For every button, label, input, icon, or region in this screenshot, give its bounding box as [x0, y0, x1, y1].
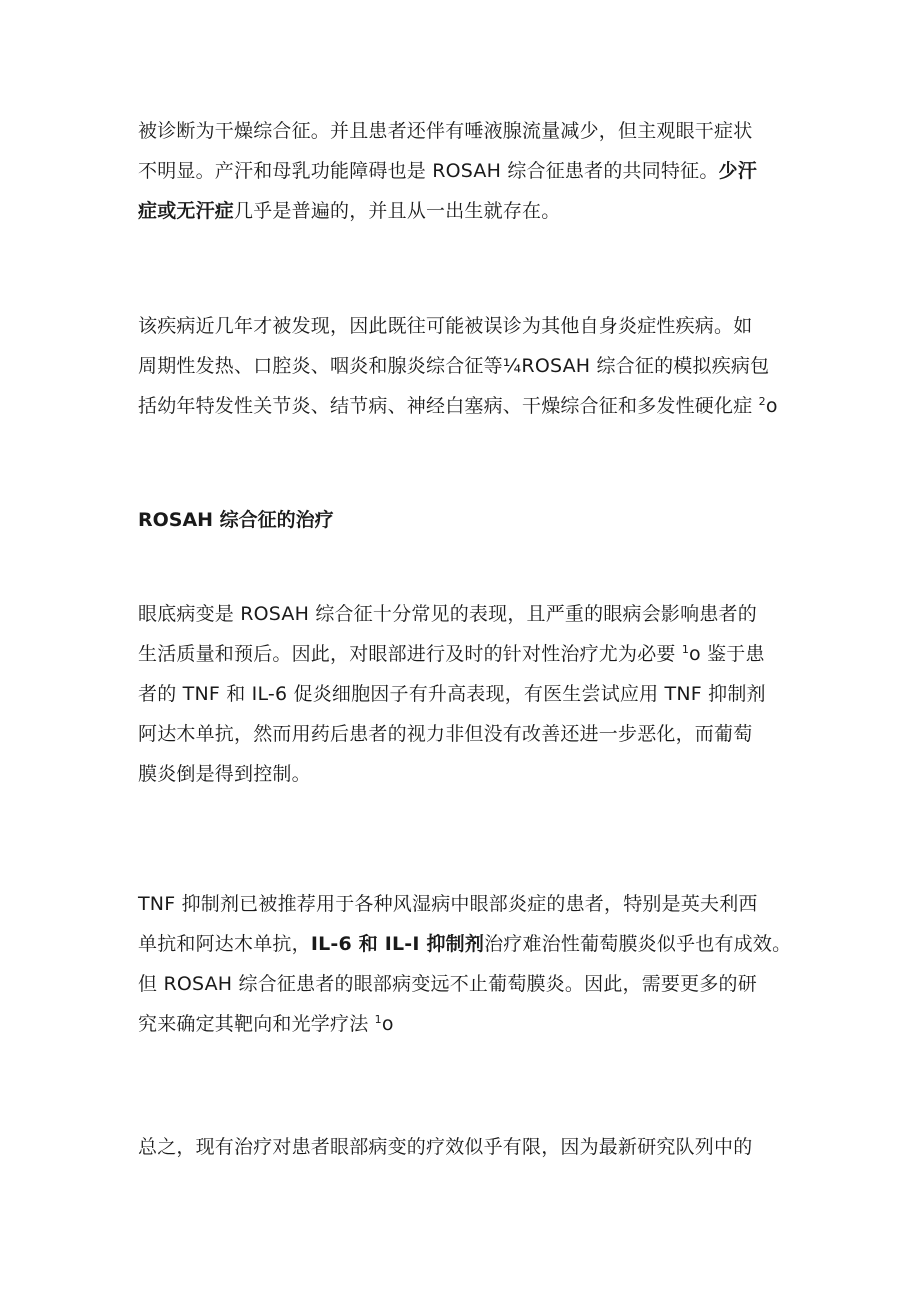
text-line: 眼底病变是 ROSAH 综合征十分常见的表现，且严重的眼病会影响患者的 — [138, 603, 757, 625]
text-line: 膜炎倒是得到控制。 — [138, 763, 311, 785]
text-line: 该疾病近几年才被发现，因此既往可能被误诊为其他自身炎症性疾病。如 — [138, 315, 753, 337]
text-line: 但 ROSAH 综合征患者的眼部病变远不止葡萄膜炎。因此，需要更多的研 — [138, 973, 757, 995]
citation-superscript: 2 — [758, 395, 766, 408]
text-line: 究来确定其靶向和光学疗法 $^1$o — [138, 1013, 394, 1035]
paragraph-tnf-inhibitors — [138, 884, 798, 1044]
citation-superscript: 1 — [681, 643, 690, 656]
paragraph-conclusion — [138, 1127, 798, 1167]
bold-term: 症或无汗症 — [138, 200, 235, 222]
text-line: 单抗和阿达木单抗，IL-6 和 IL-I 抑制剂治疗难治性葡萄膜炎似乎也有成效。 — [138, 933, 792, 955]
text-line: 被诊断为干燥综合征。并且患者还伴有唾液腺流量减少，但主观眼干症状 — [138, 120, 753, 142]
paragraph-fundus-treatment — [138, 594, 798, 794]
bold-term: 少汗 — [718, 160, 757, 182]
text-line: 生活质量和预后。因此，对眼部进行及时的针对性治疗尤为必要 $^1$o 鉴于患 — [138, 643, 765, 665]
paragraph-misdiagnosis — [138, 306, 798, 426]
text-line: 不明显。产汗和母乳功能障碍也是 ROSAH 综合征患者的共同特征。少汗 — [138, 160, 757, 182]
text-line: 者的 TNF 和 IL-6 促炎细胞因子有升高表现，有医生尝试应用 TNF 抑制剂 — [138, 683, 766, 705]
text-line: 症或无汗症几乎是普遍的，并且从一出生就存在。 — [138, 200, 561, 222]
text-line: 周期性发热、口腔炎、咽炎和腺炎综合征等¼ROSAH 综合征的模拟疾病包 — [138, 355, 770, 377]
paragraph-sjogren-sweat — [138, 111, 798, 231]
text-line: 阿达木单抗，然而用药后患者的视力非但没有改善还进一步恶化，而葡萄 — [138, 723, 753, 745]
section-heading: ROSAH 综合征的治疗 — [138, 509, 334, 531]
citation-superscript: 1 — [374, 1013, 382, 1026]
bold-term: IL-6 和 IL-I 抑制剂 — [310, 933, 485, 955]
text-line: 总之，现有治疗对患者眼部病变的疗效似乎有限，因为最新研究队列中的 — [138, 1136, 753, 1158]
text-line: 括幼年特发性关节炎、结节病、神经白塞病、干燥综合征和多发性硬化症 $^2$o — [138, 395, 778, 417]
text-line: TNF 抑制剂已被推荐用于各种风湿病中眼部炎症的患者，特别是英夫利西 — [138, 893, 758, 915]
